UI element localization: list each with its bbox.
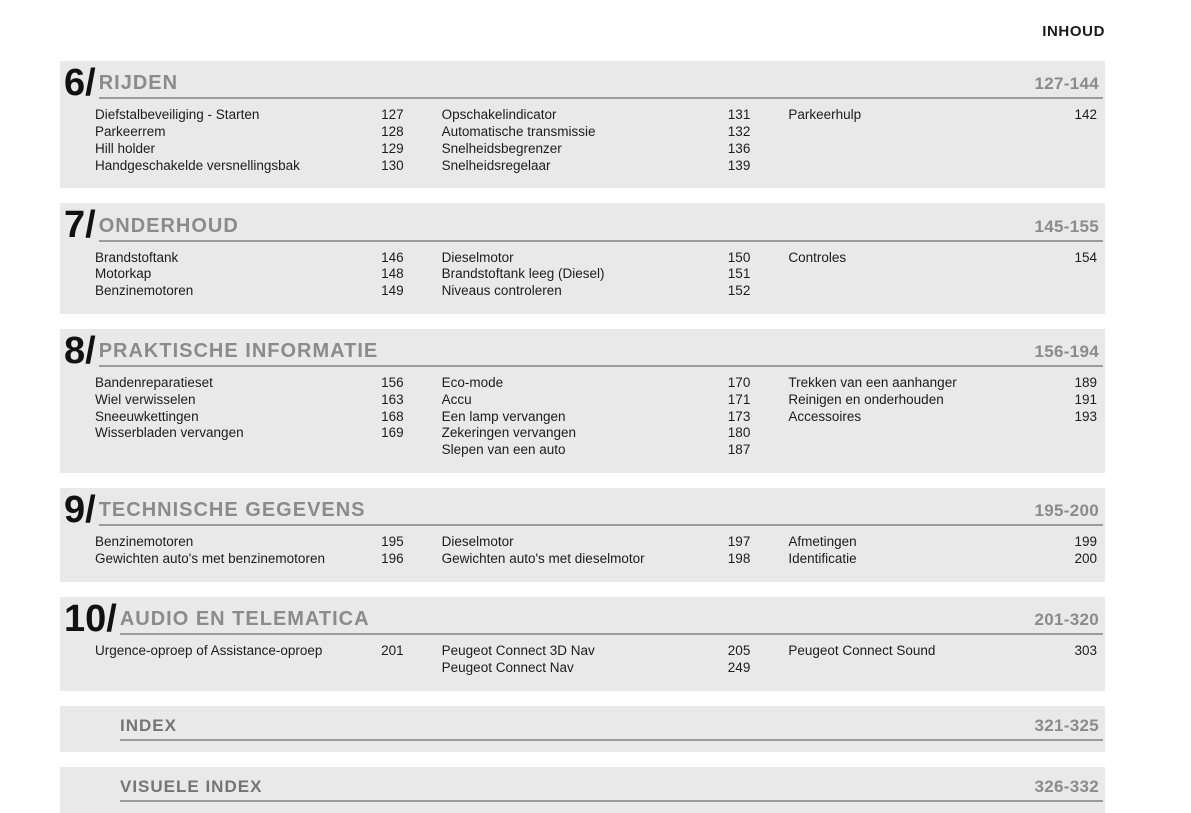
section-header (60, 597, 1105, 640)
toc-entry-page: 132 (727, 123, 751, 139)
toc-entry-label: Reinigen en onderhouden (788, 391, 944, 407)
toc-entry-label: Automatische transmissie (441, 123, 596, 139)
toc-entry-label: Opschakelindicator (441, 107, 557, 123)
toc-entry-page: 130 (381, 157, 404, 173)
toc-entry-page: 180 (727, 425, 751, 441)
toc-entry-page: 193 (1074, 408, 1097, 424)
toc-entry (442, 551, 751, 568)
toc-entry-label: Gewichten auto's met benzinemotoren (95, 550, 325, 566)
section-header-right (120, 608, 1105, 635)
section-title: AUDIO EN TELEMATICA (119, 607, 370, 630)
toc-entry (95, 266, 404, 283)
section-items (60, 526, 1105, 570)
section-column (442, 250, 751, 300)
toc-entry (95, 375, 404, 392)
toc-entry-page: 168 (381, 408, 404, 424)
toc-entry-label: Brandstoftank leeg (Diesel) (441, 266, 605, 282)
toc-entry-label: Afmetingen (788, 534, 857, 550)
toc-entry-page: 197 (727, 534, 751, 550)
index-title-row (60, 716, 1105, 739)
toc-entry (442, 375, 751, 392)
toc-entry-label: Sneeuwkettingen (95, 408, 199, 424)
section-header-right (99, 215, 1105, 242)
section-column (442, 107, 751, 174)
toc-entry-label: Bandenreparatieset (95, 375, 213, 391)
toc-entry (95, 250, 404, 267)
toc-entry (442, 124, 751, 141)
section-page-range: 145-155 (1034, 216, 1099, 236)
toc-entry (95, 551, 404, 568)
toc-entry-page: 200 (1074, 550, 1097, 566)
toc-entry-label: Gewichten auto's met dieselmotor (441, 550, 645, 566)
toc-section (60, 61, 1105, 188)
section-items (60, 99, 1105, 176)
toc-entry-page: 149 (381, 283, 404, 299)
toc-entry-page: 131 (727, 107, 751, 123)
section-title: PRAKTISCHE INFORMATIE (98, 340, 379, 363)
toc-entry-page: 129 (381, 140, 404, 156)
toc-entry-label: Peugeot Connect Nav (441, 659, 574, 675)
toc-entry-page: 303 (1074, 642, 1097, 658)
toc-entry (442, 534, 751, 551)
toc-section (60, 488, 1105, 582)
toc-entry-page: 127 (381, 107, 404, 123)
toc-entry (442, 250, 751, 267)
section-rule (99, 240, 1103, 242)
toc-entry (788, 534, 1097, 551)
toc-entry (95, 158, 404, 175)
section-column (95, 250, 404, 300)
toc-entry (95, 124, 404, 141)
toc-entry-page: 187 (727, 442, 751, 458)
toc-entry-label: Een lamp vervangen (441, 408, 566, 424)
toc-entry-page: 189 (1074, 375, 1097, 391)
section-page-range: 156-194 (1034, 342, 1099, 362)
section-number: 7/ (64, 204, 96, 247)
section-title-row (99, 215, 1105, 240)
toc-entry (442, 141, 751, 158)
toc-entry-page: 136 (727, 140, 751, 156)
toc-entry-page: 195 (381, 534, 404, 550)
section-number: 8/ (64, 329, 96, 372)
toc-entry-label: Controles (788, 249, 847, 265)
section-column (442, 643, 751, 677)
section-header (60, 329, 1105, 372)
toc-entry-page: 139 (727, 157, 751, 173)
toc-entry-label: Peugeot Connect 3D Nav (441, 642, 595, 658)
toc-entry-label: Dieselmotor (441, 534, 514, 550)
toc-entry-label: Accessoires (788, 408, 862, 424)
toc-entry-page: 198 (727, 550, 751, 566)
toc-entry (95, 425, 404, 442)
toc-entry (95, 409, 404, 426)
section-title-row (99, 499, 1105, 524)
toc-entry (788, 250, 1097, 267)
toc-entry-label: Motorkap (95, 266, 152, 282)
toc-entry (95, 392, 404, 409)
section-items (60, 367, 1105, 461)
section-header-right (99, 340, 1105, 367)
toc-entry-label: Diefstalbeveiliging - Starten (95, 107, 260, 123)
toc-entry-label: Snelheidsbegrenzer (441, 140, 562, 156)
toc-entry-page: 151 (727, 266, 751, 282)
section-header (60, 62, 1105, 104)
toc-entry-page: 205 (727, 642, 751, 658)
toc-entry (95, 107, 404, 124)
toc-section (60, 203, 1105, 314)
toc-entry (442, 442, 751, 459)
toc-section (60, 597, 1105, 691)
index-section (60, 706, 1105, 752)
index-rule (120, 739, 1103, 741)
toc-entry (788, 392, 1097, 409)
toc-entry-label: Dieselmotor (441, 249, 514, 265)
toc-entry-label: Brandstoftank (95, 249, 179, 265)
toc-entry (95, 643, 404, 660)
section-header-right (99, 499, 1105, 526)
toc-entry (788, 375, 1097, 392)
index-title-row (60, 777, 1105, 800)
toc-entry-page: 170 (727, 375, 751, 391)
toc-entry-page: 154 (1074, 249, 1097, 265)
toc-entry-page: 173 (727, 408, 751, 424)
section-rule (99, 524, 1103, 526)
toc-entry-page: 142 (1074, 107, 1097, 123)
section-number: 10/ (64, 597, 117, 640)
toc-entry (788, 409, 1097, 426)
index-title: VISUELE INDEX (120, 776, 263, 796)
toc-entry-label: Snelheidsregelaar (441, 157, 551, 173)
section-header (60, 204, 1105, 247)
toc-entry (442, 409, 751, 426)
toc-entry (95, 534, 404, 551)
section-column (788, 643, 1097, 677)
toc-entry-page: 199 (1074, 534, 1097, 550)
section-column (95, 107, 404, 174)
section-rule (120, 633, 1103, 635)
section-title: TECHNISCHE GEGEVENS (98, 499, 366, 522)
toc-entry-label: Eco-mode (441, 375, 504, 391)
toc-entry-label: Niveaus controleren (441, 283, 562, 299)
toc-entry (442, 283, 751, 300)
toc-entry-page: 201 (381, 642, 404, 658)
toc-entry-page: 128 (381, 123, 404, 139)
section-rule (99, 97, 1103, 99)
toc-entry (95, 283, 404, 300)
toc-entry-page: 191 (1074, 391, 1097, 407)
toc-entry-page: 171 (727, 391, 751, 407)
toc-entry (95, 141, 404, 158)
section-column (95, 375, 404, 459)
section-rule (99, 365, 1103, 367)
toc-entry (788, 551, 1097, 568)
toc-entry-label: Zekeringen vervangen (441, 425, 576, 441)
toc-entry-label: Wisserbladen vervangen (95, 425, 244, 441)
toc-entry-label: Hill holder (95, 140, 156, 156)
toc-entry-page: 169 (381, 425, 404, 441)
toc-entry-label: Accu (441, 391, 472, 407)
section-number: 6/ (64, 62, 96, 104)
section-column (788, 107, 1097, 174)
toc-entry (442, 392, 751, 409)
index-page-range: 326-332 (1034, 776, 1099, 796)
toc-entry-label: Wiel verwisselen (95, 391, 196, 407)
index-section (60, 767, 1105, 813)
toc-entry-label: Trekken van een aanhanger (788, 375, 957, 391)
section-title: ONDERHOUD (98, 214, 239, 237)
toc-entry-page: 196 (381, 550, 404, 566)
section-title-row (99, 72, 1105, 97)
section-column (788, 250, 1097, 300)
section-column (442, 375, 751, 459)
index-page-range: 321-325 (1034, 715, 1099, 735)
toc-entry (442, 660, 751, 677)
page-title: INHOUD (1042, 23, 1105, 40)
toc-entry-label: Benzinemotoren (95, 534, 194, 550)
toc-entry-label: Parkeerhulp (788, 107, 862, 123)
section-page-range: 195-200 (1034, 501, 1099, 521)
toc-entry-label: Identificatie (788, 550, 857, 566)
toc-entry-label: Parkeerrem (95, 123, 166, 139)
section-column (788, 375, 1097, 459)
toc-entry (442, 643, 751, 660)
toc-entry (788, 107, 1097, 124)
section-title: RIJDEN (98, 72, 179, 95)
section-title-row (99, 340, 1105, 365)
section-page-range: 201-320 (1034, 609, 1099, 629)
toc-entry (442, 107, 751, 124)
toc-entry-page: 156 (381, 375, 404, 391)
sections-container (0, 61, 1191, 813)
section-header-right (99, 72, 1105, 99)
toc-entry (442, 425, 751, 442)
toc-entry (788, 643, 1097, 660)
section-column (95, 534, 404, 568)
toc-entry-page: 148 (381, 266, 404, 282)
toc-entry-page: 163 (381, 391, 404, 407)
section-number: 9/ (64, 489, 96, 532)
toc-entry (442, 158, 751, 175)
section-title-row (120, 608, 1105, 633)
section-column (442, 534, 751, 568)
section-items (60, 635, 1105, 679)
toc-entry-label: Benzinemotoren (95, 283, 194, 299)
section-column (788, 534, 1097, 568)
index-title: INDEX (120, 715, 177, 735)
toc-entry-label: Peugeot Connect Sound (788, 642, 936, 658)
toc-entry-page: 152 (727, 283, 751, 299)
toc-entry-label: Slepen van een auto (441, 442, 566, 458)
section-page-range: 127-144 (1034, 74, 1099, 94)
section-items (60, 242, 1105, 302)
toc-entry-label: Handgeschakelde versnellingsbak (95, 157, 300, 173)
section-header (60, 489, 1105, 532)
section-column (95, 643, 404, 677)
toc-entry-label: Urgence-oproep of Assistance-oproep (95, 642, 323, 658)
index-rule (120, 800, 1103, 802)
toc-entry (442, 266, 751, 283)
toc-entry-page: 146 (381, 249, 404, 265)
toc-entry-page: 150 (727, 249, 751, 265)
toc-entry-page: 249 (727, 659, 751, 675)
toc-section (60, 329, 1105, 473)
